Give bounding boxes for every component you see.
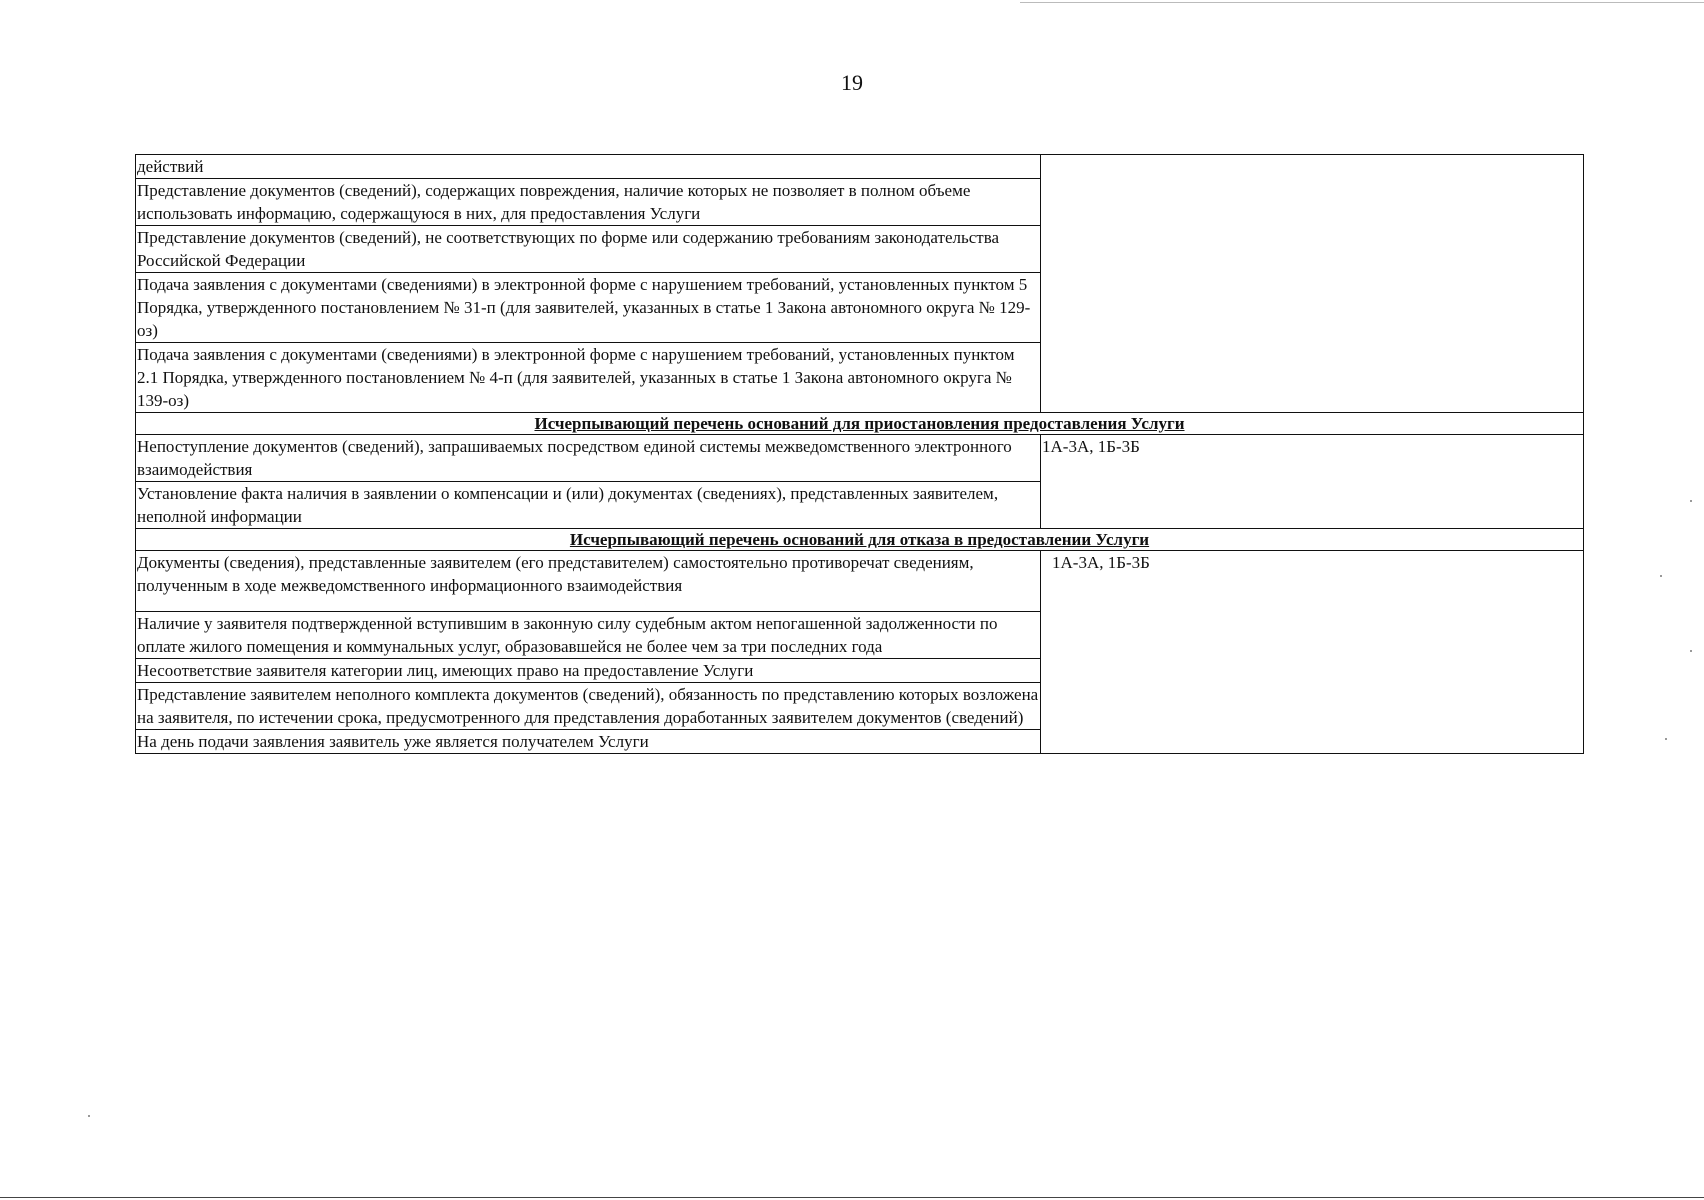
ground-text: Представление заявителем неполного комплекта документов (сведений), обязанность по представлению которых возложена на заявителя, по истечении срока, предусмотренного для представления доработанных заявителем документов (сведений) [136,683,1041,730]
scan-speck [1690,500,1692,502]
scan-speck [1665,738,1667,740]
page-number: 19 [841,70,863,95]
scan-edge-top [1020,2,1704,3]
ground-text: Представление документов (сведений), не соответствующих по форме или содержанию требованиям законодательства Российской Федерации [136,226,1041,273]
codes-cell: 1А-3А, 1Б-3Б [1041,551,1584,754]
codes-cell-empty [1041,155,1584,413]
section-header-row [136,413,1584,435]
ground-text: Установление факта наличия в заявлении о компенсации и (или) документах (сведениях), представленных заявителем, неполной информации [136,482,1041,529]
ground-text: Подача заявления с документами (сведениями) в электронной форме с нарушением требований, установленных пунктом 5 Порядка, утвержденного постановлением № 31-п (для заявителей, указанных в статье 1 Закона автономного округа № 129-оз) [136,273,1041,343]
section-heading-refuse: Исчерпывающий перечень оснований для отказа в предоставлении Услуги [136,529,1584,551]
ground-text: действий [136,155,1041,179]
ground-text: Представление документов (сведений), содержащих повреждения, наличие которых не позволяет в полном объеме использовать информацию, содержащуюся в них, для предоставления Услуги [136,179,1041,226]
ground-text: Подача заявления с документами (сведениями) в электронной форме с нарушением требований, установленных пунктом 2.1 Порядка, утвержденного постановлением № 4-п (для заявителей, указанных в статье 1 Закона автономного округа № 139-оз) [136,343,1041,413]
table-row [136,435,1584,482]
ground-text: Наличие у заявителя подтвержденной вступившим в законную силу судебным актом непогашенной задолженности по оплате жилого помещения и коммунальных услуг, образовавшейся не более чем за три последних года [136,612,1041,659]
ground-text: Документы (сведения), представленные заявителем (его представителем) самостоятельно противоречат сведениям, полученным в ходе межведомственного информационного взаимодействия [136,551,1041,612]
scan-speck [1690,650,1692,652]
scan-speck [88,1115,90,1117]
table-row [136,551,1584,612]
section-header-row [136,529,1584,551]
scan-speck [1660,575,1662,577]
ground-text: Непоступление документов (сведений), запрашиваемых посредством единой системы межведомственного электронного взаимодействия [136,435,1041,482]
table-row [136,155,1584,179]
section-heading-suspend: Исчерпывающий перечень оснований для приостановления предоставления Услуги [136,413,1584,435]
grounds-table [135,154,1584,754]
codes-cell: 1А-3А, 1Б-3Б [1041,435,1584,529]
ground-text: На день подачи заявления заявитель уже является получателем Услуги [136,730,1041,754]
scan-edge-bottom [0,1197,1704,1198]
ground-text: Несоответствие заявителя категории лиц, имеющих право на предоставление Услуги [136,659,1041,683]
